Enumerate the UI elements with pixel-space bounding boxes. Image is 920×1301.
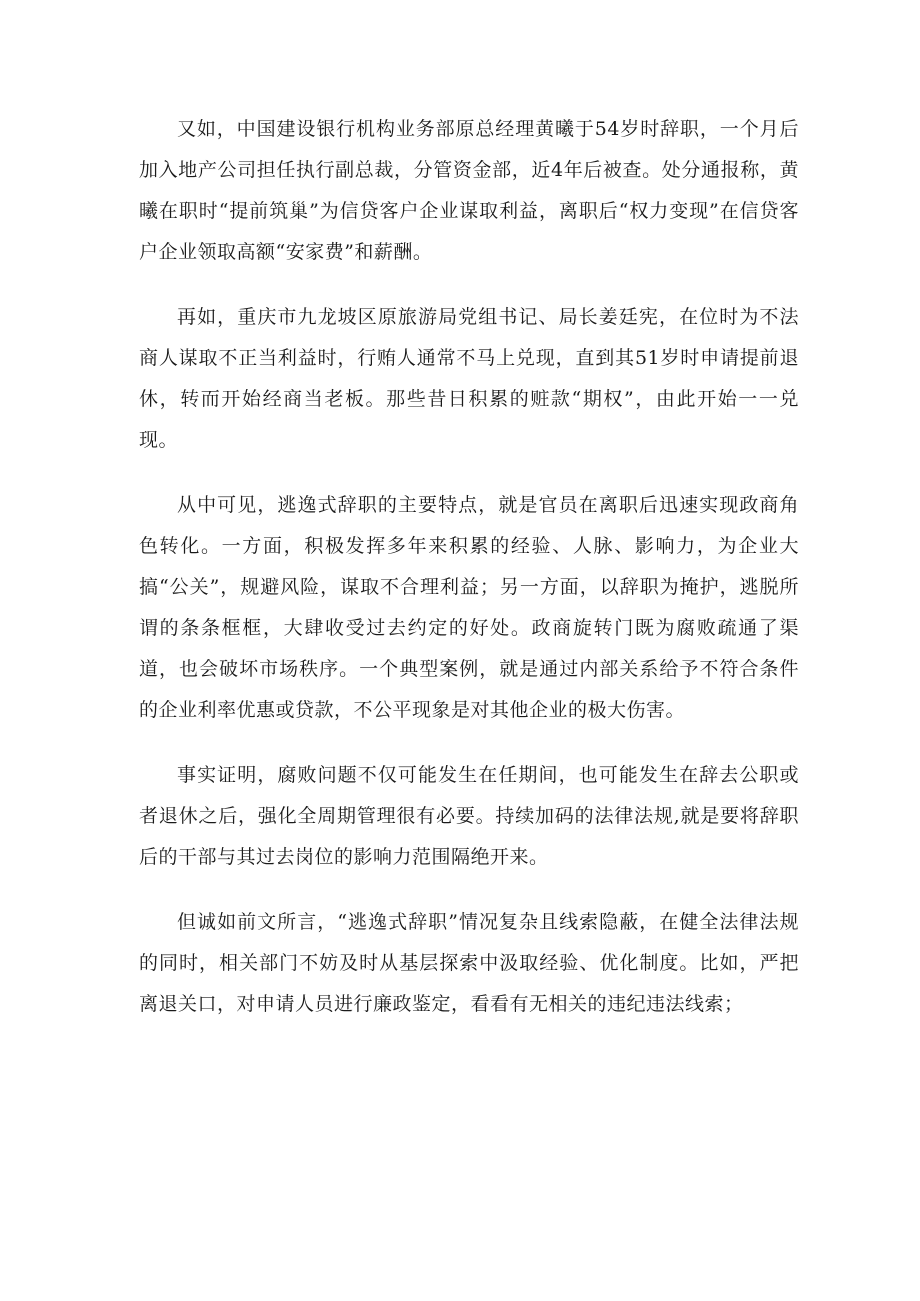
paragraph-jiang-tingxian-case: 再如，重庆市九龙坡区原旅游局党组书记、局长姜廷宪，在位时为不法商人谋取不正当利益时，行贿人通常不马上兑现，直到其51岁时申请提前退休，转而开始经商当老板。那些昔日积累的赃款“期权”，由此开始一一兑现。 — [139, 306, 799, 451]
paragraph-full-cycle-management: 事实证明，腐败问题不仅可能发生在任期间，也可能发生在辞去公职或者退休之后，强化全周期管理很有必要。持续加码的法律法规,就是要将辞职后的干部与其过去岗位的影响力范围隔绝开来。 — [139, 764, 799, 868]
document-body — [139, 109, 799, 1025]
paragraph-huang-xi-case: 又如，中国建设银行机构业务部原总经理黄曦于54岁时辞职，一个月后加入地产公司担任执行副总裁，分管资金部，近4年后被查。处分通报称，黄曦在职时“提前筑巢”为信贷客户企业谋取利益，离职后“权力变现”在信贷客户企业领取高额“安家费”和薪酬。 — [139, 118, 799, 263]
paragraph-escape-resignation-features: 从中可见，逃逸式辞职的主要特点，就是官员在离职后迅速实现政商角色转化。一方面，积极发挥多年来积累的经验、人脉、影响力，为企业大搞“公关”，规避风险，谋取不合理利益；另一方面，以辞职为掩护，逃脱所谓的条条框框，大肆收受过去约定的好处。政商旋转门既为腐败疏通了渠道，也会破坏市场秩序。一个典型案例，就是通过内部关系给予不符合条件的企业利率优惠或贷款，不公平现象是对其他企业的极大伤害。 — [139, 494, 799, 721]
paragraph-grassroots-exploration: 但诚如前文所言，“逃逸式辞职”情况复杂且线索隐蔽，在健全法律法规的同时，相关部门不妨及时从基层探索中汲取经验、优化制度。比如，严把离退关口，对申请人员进行廉政鉴定，看看有无相关的违纪违法线索； — [139, 911, 799, 1015]
